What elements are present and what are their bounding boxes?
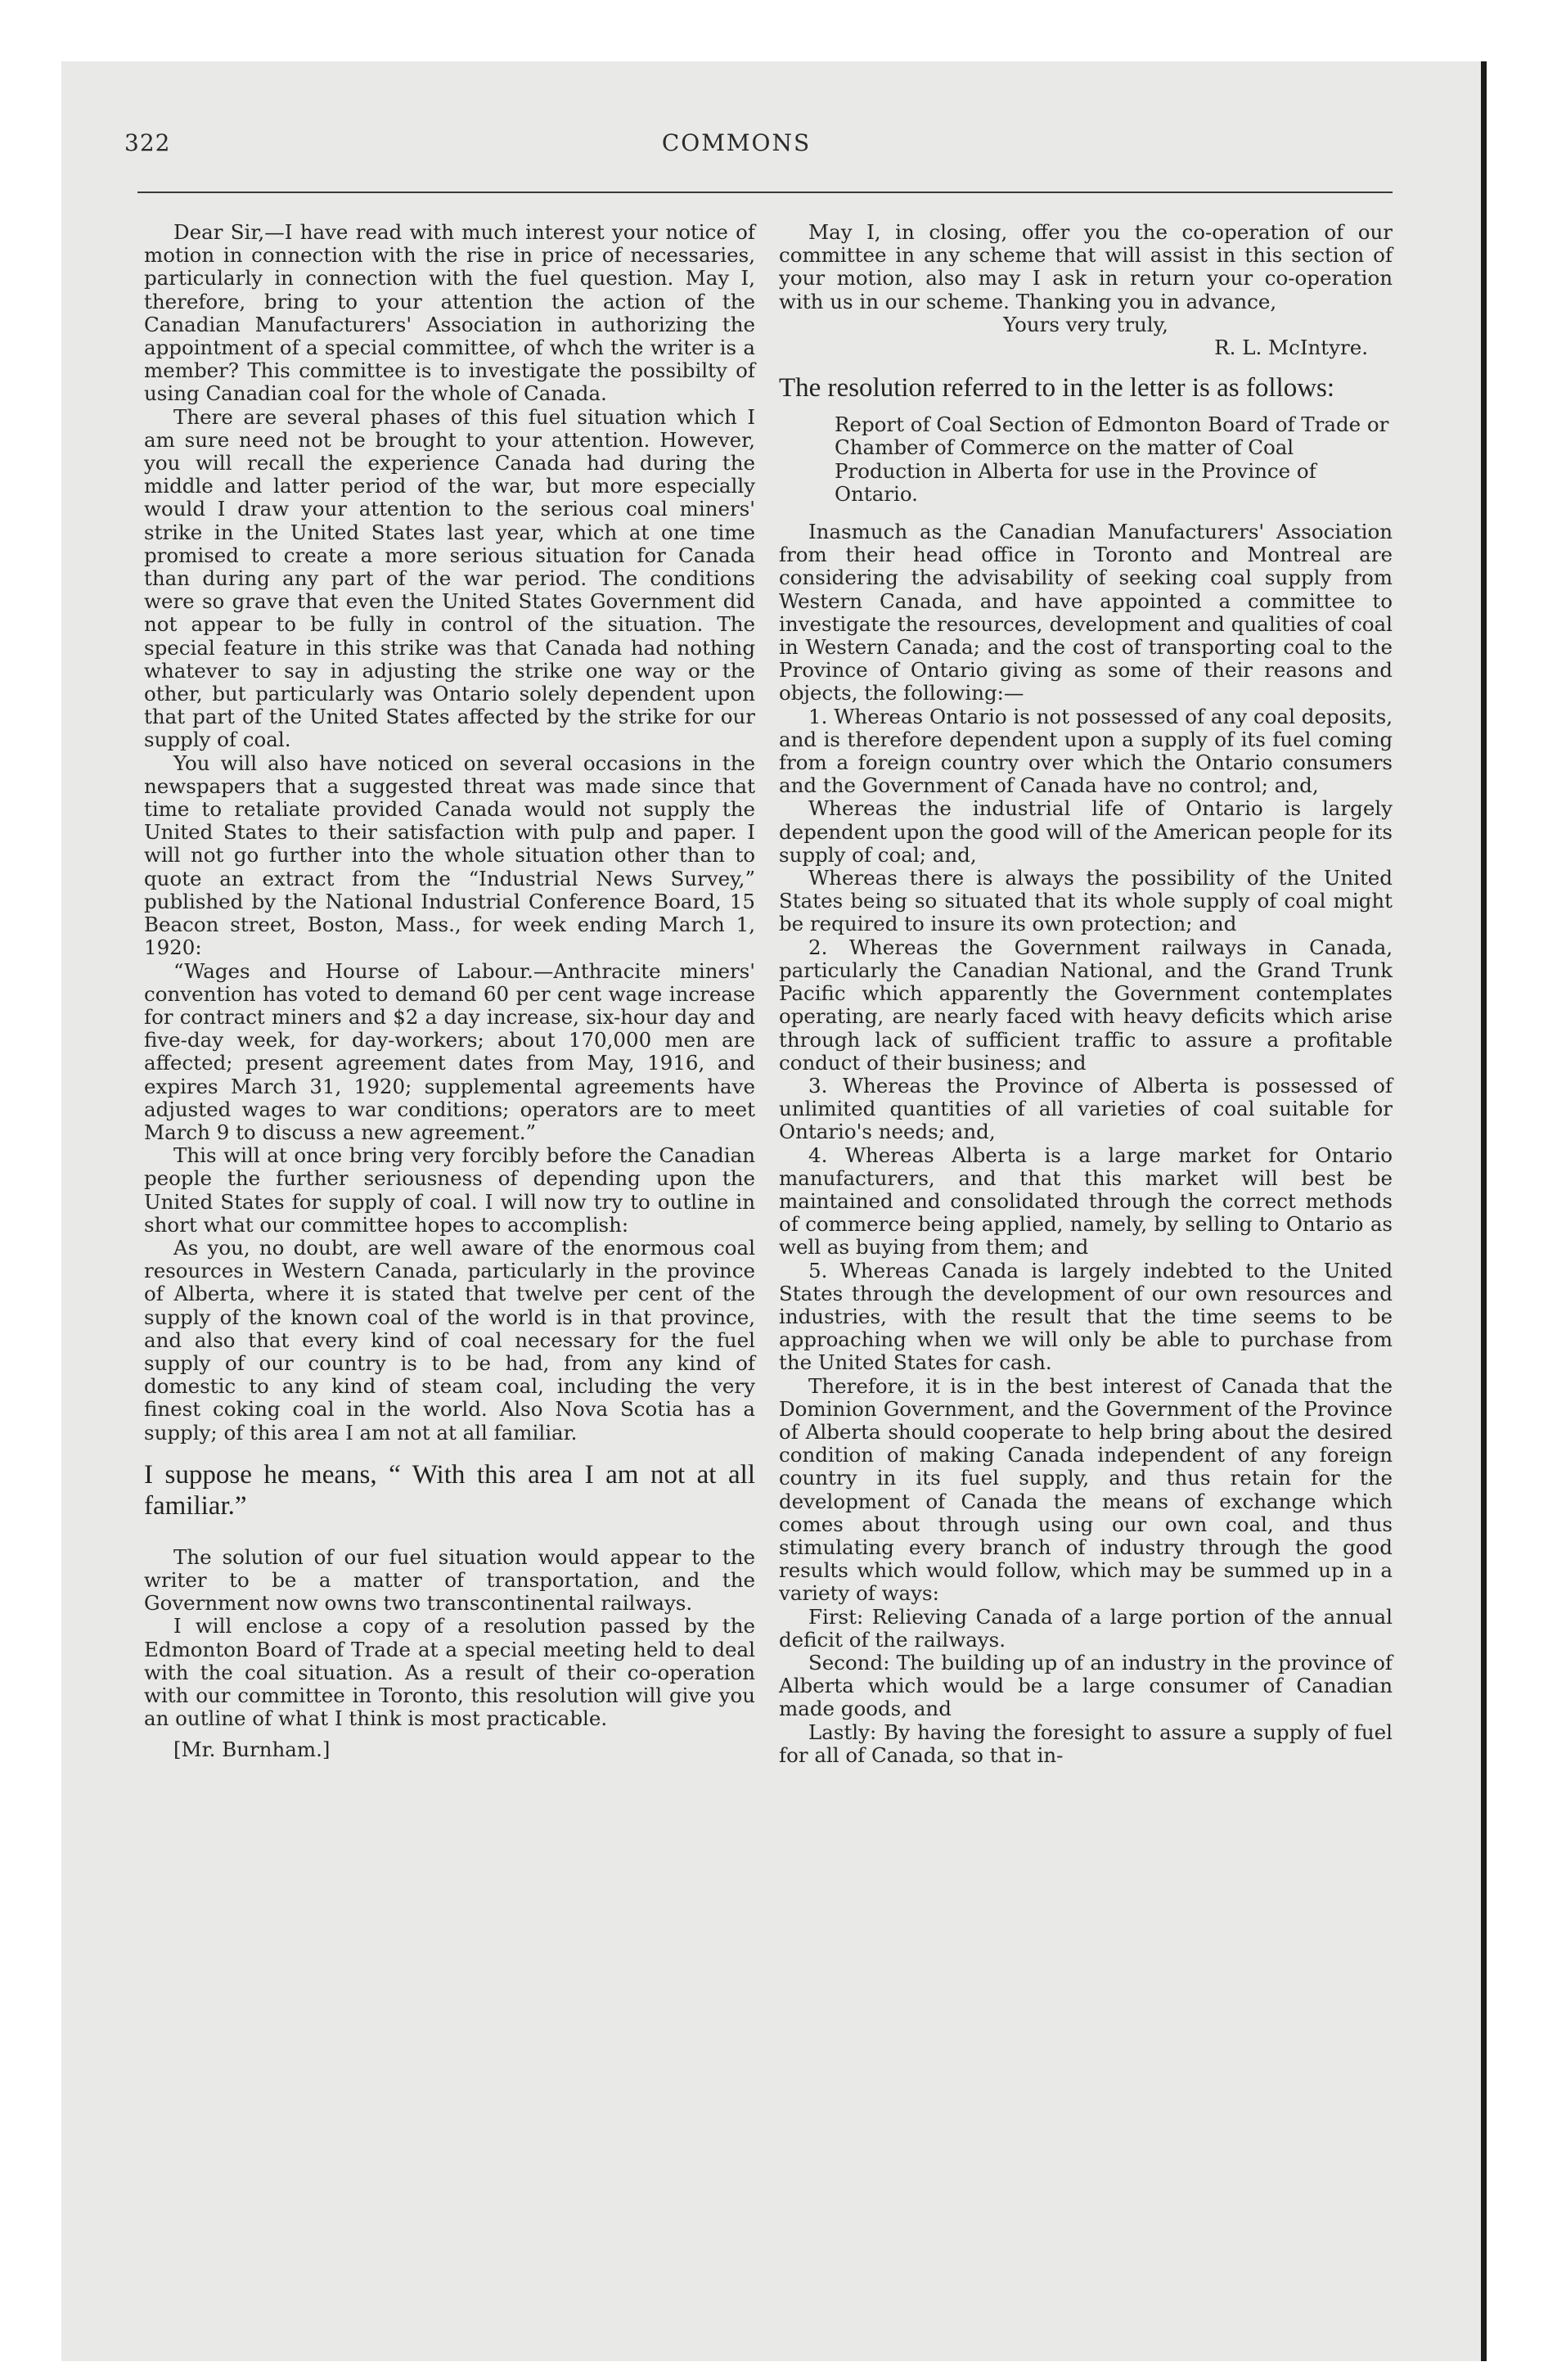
letter-signature: R. L. McIntyre. bbox=[1214, 336, 1368, 360]
paragraph: Therefore, it is in the best interest of Canada that the Dominion Government, and the Government of the Province of Alberta should cooperate to help bring about the desired condition of making Canada independent of any foreign country in its fuel supply, and thus retain for the development of Canada the means of exchange which comes about through using our own coal, and thus stimulating every branch of industry through the good results which would follow, which may be summed up in a variety of ways: bbox=[779, 1373, 1393, 1606]
report-title: Report of Coal Section of Edmonton Board of Trade or Chamber of Commerce on the matter of Coal Production in Alberta for use in the Province of Ontario. bbox=[835, 412, 1389, 506]
letter-closing: Yours very truly, bbox=[1003, 312, 1168, 336]
paragraph: Whereas there is always the possibility of the United States being so situated that its whole supply of coal might be required to insure its own protection; and bbox=[779, 866, 1393, 936]
page-number: 322 bbox=[124, 129, 171, 156]
paragraph: 3. Whereas the Province of Alberta is possessed of unlimited quantities of all varieties of coal suitable for Ontario's needs; and, bbox=[779, 1073, 1393, 1144]
paragraph: You will also have noticed on several occasions in the newspapers that a suggested threat was made since that time to retaliate provided Canada would not supply the United States to their satisfaction with pulp and paper. I will not go further into the whole situation other than to quote an extract from the “Industrial News Survey,” published by the National Industrial Conference Board, 15 Beacon street, Boston, Mass., for week ending March 1, 1920: bbox=[144, 751, 755, 960]
paragraph: I will enclose a copy of a resolution passed by the Edmonton Board of Trade at a special meeting held to deal with the coal situation. As a result of their co-operation with our committee in Toronto, this resolution will give you an outline of what I think is most practicable. bbox=[144, 1614, 755, 1731]
header-rule bbox=[137, 192, 1393, 193]
paragraph: “Wages and Hourse of Labour.—Anthracite miners' convention has voted to demand 60 per cent wage increase for contract miners and $2 a day increase, six-hour day and five-day week, for day-workers; about 170,000 men are affected; present agreement dates from May, 1916, and expires March 31, 1920; supplemental agreements have adjusted wages to war conditions; operators are to meet March 9 to discuss a new agreement.” bbox=[144, 958, 755, 1144]
paragraph: 5. Whereas Canada is largely indebted to the United States through the development of our own resources and industries, with the result that the time seems to be approaching when we will only be able to purchase from the United States for cash. bbox=[779, 1258, 1393, 1375]
paragraph: Inasmuch as the Canadian Manufacturers' Association from their head office in Toronto and Montreal are considering the advisability of seeking coal supply from Western Canada, and have appointed a committee to investigate the resources, development and qualities of coal in Western Canada; and the cost of transporting coal to the Province of Ontario giving as some of their reasons and objects, the following:— bbox=[779, 520, 1393, 705]
paragraph: Whereas the industrial life of Ontario is largely dependent upon the good will of the American people for its supply of coal; and, bbox=[779, 796, 1393, 867]
page-header bbox=[82, 129, 1391, 172]
running-head: COMMONS bbox=[661, 129, 812, 156]
paragraph: 1. Whereas Ontario is not possessed of any coal deposits, and is therefore dependent upon a supply of its fuel coming from a foreign country over which the Ontario consumers and the Government of Canada have no control; and, bbox=[779, 704, 1393, 798]
speaker-attribution: [Mr. Burnham.] bbox=[173, 1738, 331, 1762]
paragraph: 2. Whereas the Government railways in Canada, particularly the Canadian National, and the Grand Trunk Pacific which apparently the Government contemplates operating, are nearly faced with heavy deficits which arise through lack of sufficient traffic to assure a profitable conduct of their business; and bbox=[779, 935, 1393, 1075]
paragraph: 4. Whereas Alberta is a large market for Ontario manufacturers, and that this market will best be maintained and consolidated through the correct methods of commerce being applied, namely, by selling to Ontario as well as buying from them; and bbox=[779, 1143, 1393, 1260]
paragraph: As you, no doubt, are well aware of the enormous coal resources in Western Canada, particularly in the province of Alberta, where it is stated that twelve per cent of the supply of the known coal of the world is in that province, and also that every kind of coal necessary for the fuel supply of our country is to be had, from any kind of domestic to any kind of steam coal, including the very finest coking coal in the world. Also Nova Scotia has a supply; of this area I am not at all familiar. bbox=[144, 1235, 755, 1445]
paragraph: First: Relieving Canada of a large portion of the annual deficit of the railways. bbox=[779, 1604, 1393, 1652]
paragraph: Lastly: By having the foresight to assure a supply of fuel for all of Canada, so that in- bbox=[779, 1720, 1393, 1767]
paragraph: This will at once bring very forcibly before the Canadian people the further seriousness of depending upon the United States for supply of coal. I will now try to outline in short what our committee hopes to accomplish: bbox=[144, 1143, 755, 1237]
paragraph: Second: The building up of an industry in the province of Alberta which would be a large consumer of Canadian made goods, and bbox=[779, 1650, 1393, 1721]
speaker-interjection: The resolution referred to in the letter is as follows: bbox=[779, 373, 1335, 403]
left-column bbox=[144, 221, 755, 1762]
paragraph: Dear Sir,—I have read with much interest your notice of motion in connection with the rise in price of necessaries, particularly in connection with the fuel question. May I, therefore, bring to your attention the action of the Canadian Manufacturers' Association in authorizing the appointment of a special committee, of whch the writer is a member? This committee is to investigate the possibilty of using Canadian coal for the whole of Canada. bbox=[144, 220, 755, 406]
paragraph: There are several phases of this fuel situation which I am sure need not be brought to your attention. However, you will recall the experience Canada had during the middle and latter period of the war, but more especially would I draw your attention to the serious coal miners' strike in the United States last year, which at one time promised to create a more serious situation for Canada than during any part of the war period. The conditions were so grave that even the United States Government did not appear to be fully in control of the situation. The special feature in this strike was that Canada had nothing whatever to say in adjusting the strike one way or the other, but particularly was Ontario solely dependent upon that part of the United States affected by the strike for our supply of coal. bbox=[144, 404, 755, 752]
paragraph: The solution of our fuel situation would appear to the writer to be a matter of transportation, and the Government now owns two transcontinental railways. bbox=[144, 1544, 755, 1616]
speaker-interjection: I suppose he means, “ With this area I am not at all familiar.” bbox=[144, 1459, 755, 1521]
right-column bbox=[779, 221, 1393, 1767]
paragraph: May I, in closing, offer you the co-operation of our committee in any scheme that will assist in this section of your motion, also may I ask in return your co-operation with us in our scheme. Thanking you in advance, bbox=[779, 220, 1393, 313]
